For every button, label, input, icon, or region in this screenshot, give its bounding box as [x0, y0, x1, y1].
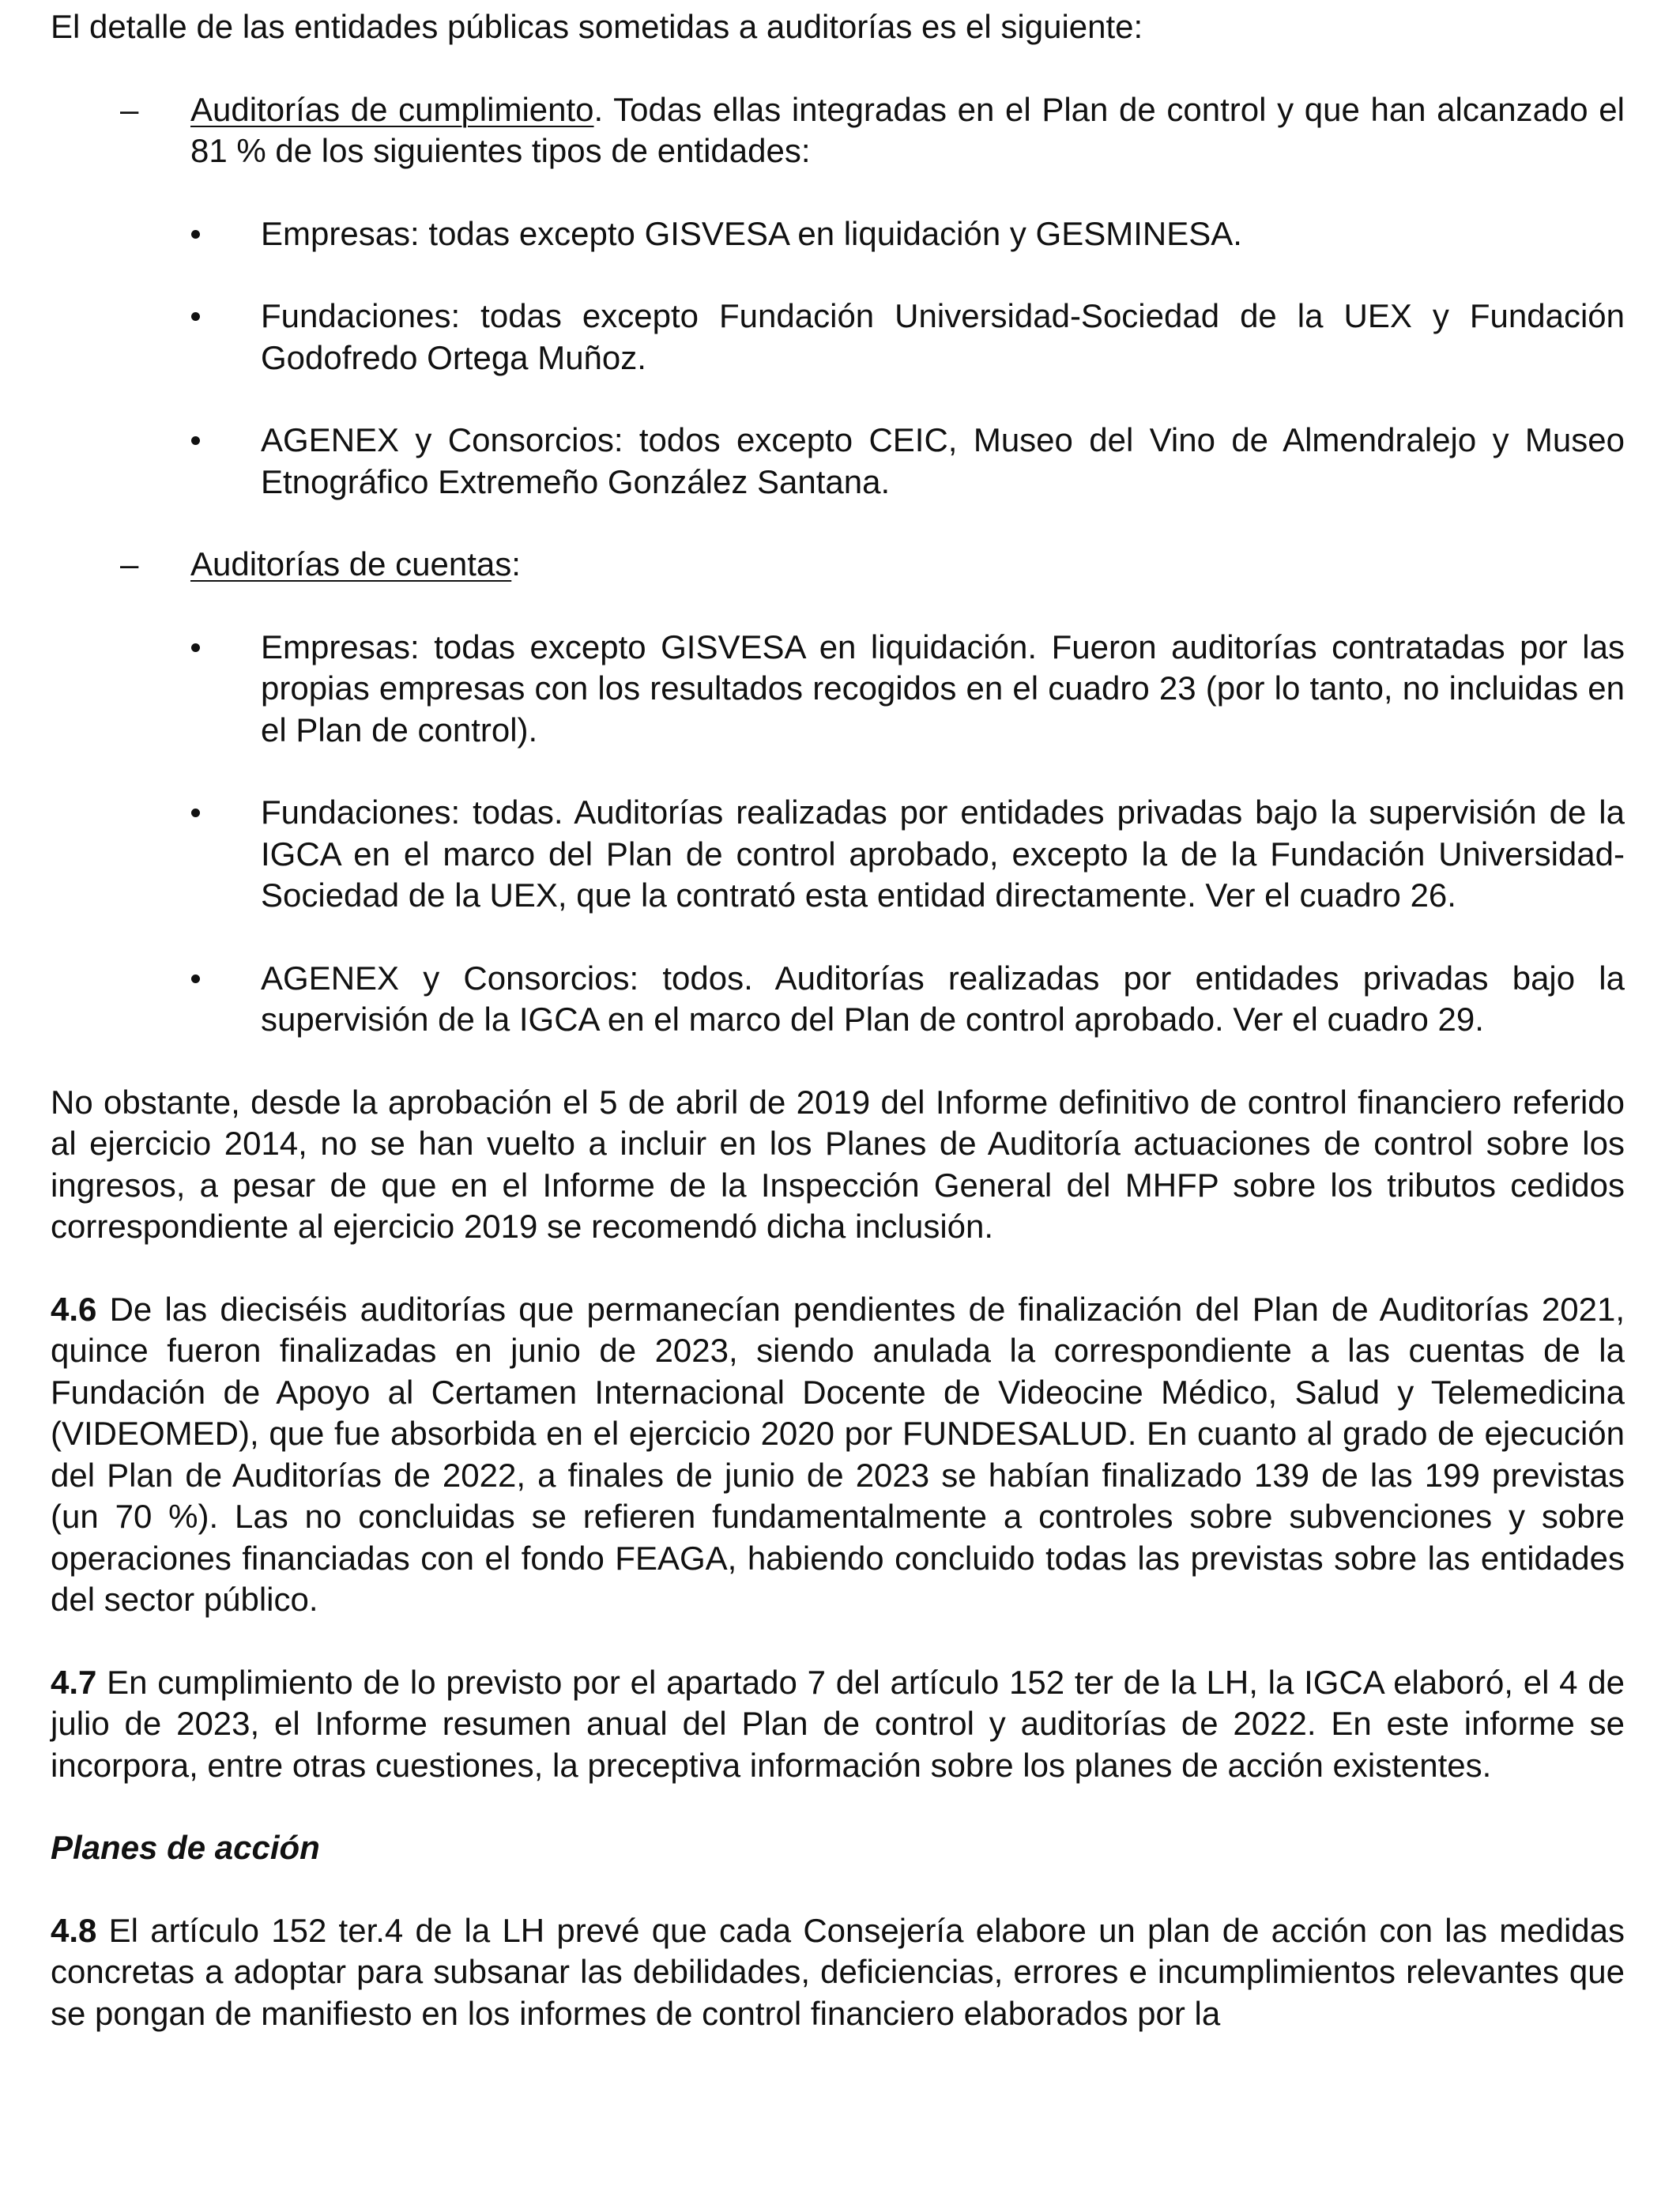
list-item: [51, 296, 1625, 379]
intro-paragraph: El detalle de las entidades públicas sometidas a auditorías es el siguiente:: [51, 8, 1143, 45]
bullet-icon: [191, 643, 200, 652]
bullet-text: AGENEX y Consorcios: todos excepto CEIC, Museo del Vino de Almendralejo y Museo Etnográfico Extremeño González Santana.: [261, 421, 1625, 500]
paragraph-text: El artículo 152 ter.4 de la LH prevé que cada Consejería elabore un plan de acción con las medidas concretas a adoptar para subsanar las debilidades, deficiencias, errores e incumplimientos relevantes que se pongan de manifiesto en los informes de control financiero elaborados por la: [51, 1911, 1625, 2032]
paragraph-4-7: [51, 1662, 1625, 1787]
section-auditorias-cumplimiento: [51, 89, 1625, 172]
paragraph-number: 4.8: [51, 1911, 97, 1949]
list-item: [51, 420, 1625, 503]
section-rest: . Todas ellas integradas en el Plan de control y que han alcanzado el 81 % de los siguientes tipos de entidades:: [190, 90, 1625, 169]
paragraph-no-obstante: No obstante, desde la aprobación el 5 de abril de 2019 del Informe definitivo de control financiero referido al ejercicio 2014, no se han vuelto a incluir en los Planes de Auditoría actuaciones de control sobre los ingresos, a pesar de que en el Informe de la Inspección General del MHFP sobre los tributos cedidos correspondiente al ejercicio 2019 se recomendó dicha inclusión.: [51, 1083, 1625, 1245]
list-item: [51, 213, 1625, 255]
paragraph-text: En cumplimiento de lo previsto por el apartado 7 del artículo 152 ter de la LH, la IGCA elaboró, el 4 de julio de 2023, el Informe resumen anual del Plan de control y auditorías de 2022. En este informe se incorpora, entre otras cuestiones, la preceptiva información sobre los planes de acción existentes.: [51, 1663, 1625, 1784]
section-title: Auditorías de cumplimiento: [190, 90, 594, 128]
paragraph-4-6: [51, 1289, 1625, 1621]
bullet-list-cuentas: [51, 627, 1625, 1041]
list-item: [51, 627, 1625, 752]
list-item: [51, 792, 1625, 917]
section-text: [190, 544, 1625, 586]
section-heading: Planes de acción: [51, 1829, 320, 1866]
section-rest: :: [511, 545, 521, 582]
paragraph-text: De las dieciséis auditorías que permanecían pendientes de finalización del Plan de Auditorías 2021, quince fueron finalizadas en junio de 2023, siendo anulada la correspondiente a las cuentas de la Fundación de Apoyo al Certamen Internacional Docente de Videocine Médico, Salud y Telemedicina (VIDEOMED), que fue absorbida en el ejercicio 2020 por FUNDESALUD. En cuanto al grado de ejecución del Plan de Auditorías de 2022, a finales de junio de 2023 se habían finalizado 139 de las 199 previstas (un 70 %). Las no concluidas se refieren fundamentalmente a controles sobre subvenciones y sobre operaciones financiadas con el fondo FEAGA, habiendo concluido todas las previstas sobre las entidades del sector público.: [51, 1290, 1625, 1618]
bullet-list-cumplimiento: [51, 213, 1625, 503]
paragraph-number: 4.7: [51, 1663, 97, 1701]
bullet-text: Empresas: todas excepto GISVESA en liquidación y GESMINESA.: [261, 214, 1242, 252]
paragraph-number: 4.6: [51, 1290, 97, 1328]
dash-marker: –: [120, 90, 139, 128]
dash-marker: –: [120, 545, 139, 582]
bullet-icon: [191, 312, 200, 321]
bullet-text: Fundaciones: todas excepto Fundación Universidad-Sociedad de la UEX y Fundación Godofredo Ortega Muñoz.: [261, 297, 1625, 376]
bullet-icon: [191, 974, 200, 983]
section-auditorias-cuentas: [51, 544, 1625, 586]
bullet-text: AGENEX y Consorcios: todos. Auditorías realizadas por entidades privadas bajo la supervisión de la IGCA en el marco del Plan de control aprobado. Ver el cuadro 29.: [261, 959, 1625, 1038]
section-title: Auditorías de cuentas: [190, 545, 512, 582]
bullet-text: Fundaciones: todas. Auditorías realizadas por entidades privadas bajo la supervisión de la IGCA en el marco del Plan de control aprobado, excepto la de la Fundación Universidad-Sociedad de la UEX, que la contrató esta entidad directamente. Ver el cuadro 26.: [261, 794, 1625, 914]
bullet-icon: [191, 230, 200, 239]
paragraph-4-8: [51, 1910, 1625, 2035]
list-item: [51, 958, 1625, 1041]
document-page: [51, 6, 1625, 2075]
bullet-icon: [191, 436, 200, 445]
bullet-text: Empresas: todas excepto GISVESA en liquidación. Fueron auditorías contratadas por las propias empresas con los resultados recogidos en el cuadro 23 (por lo tanto, no incluidas en el Plan de control).: [261, 628, 1625, 748]
section-text: [190, 89, 1625, 172]
bullet-icon: [191, 809, 200, 817]
